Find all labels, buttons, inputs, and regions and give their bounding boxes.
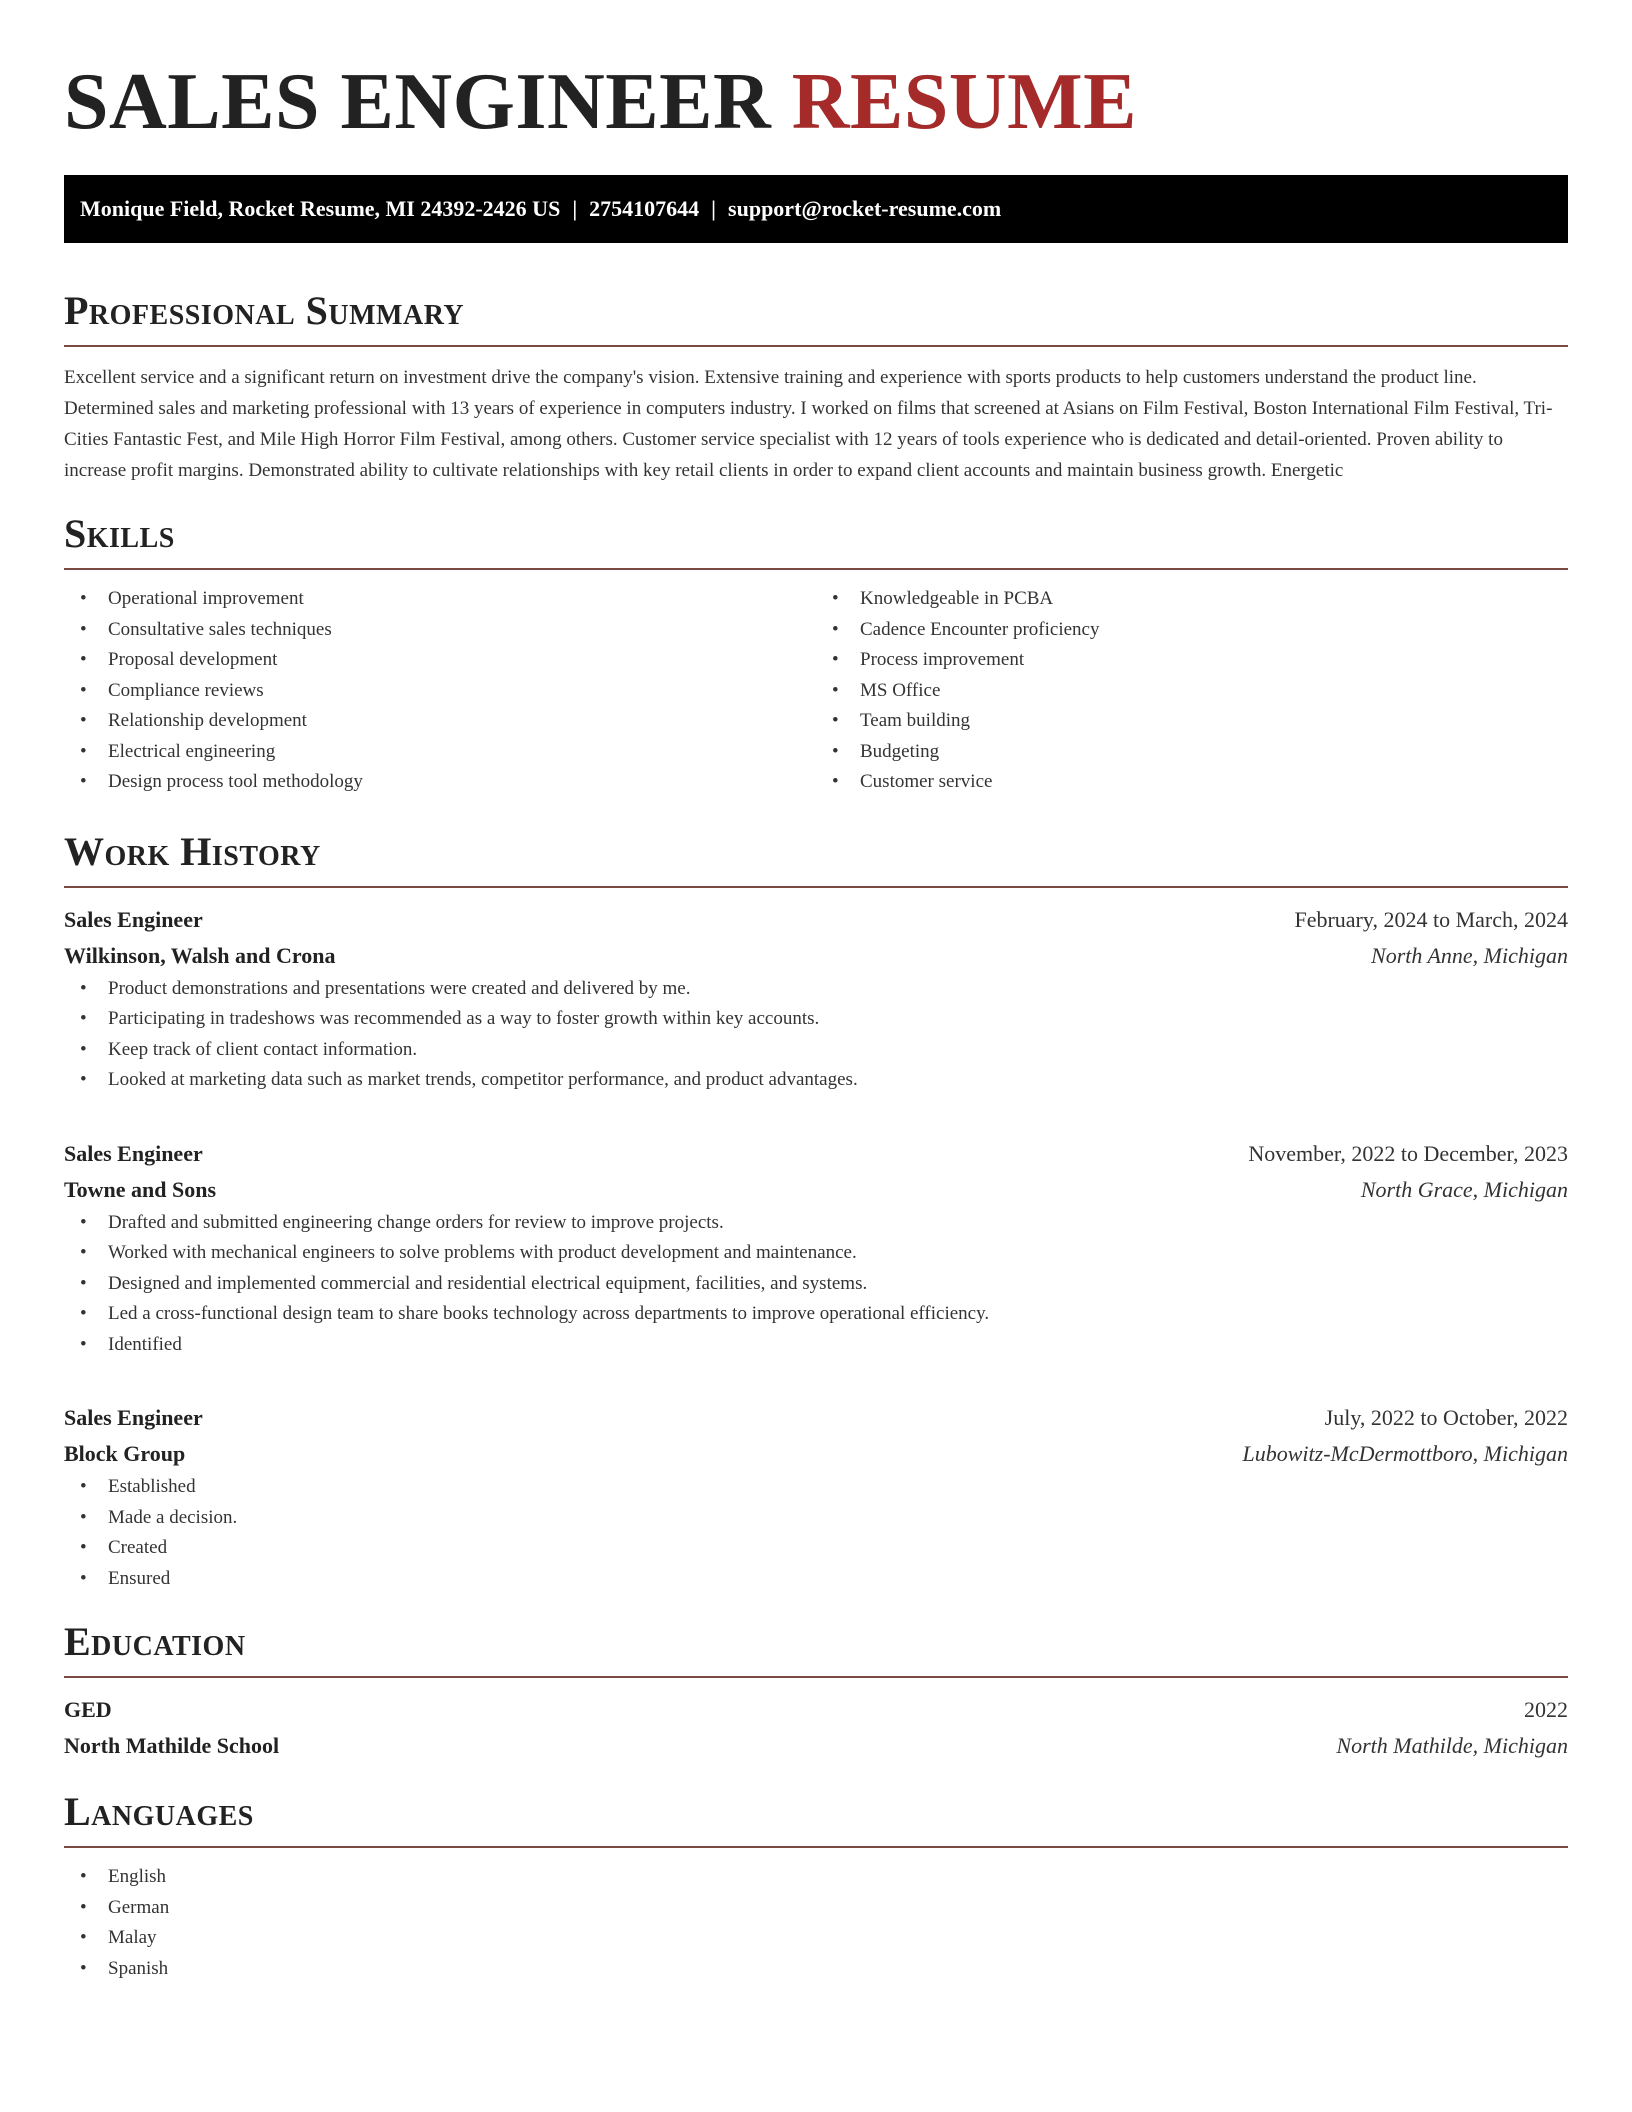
skills-column-right [816,584,1568,798]
job-duties-list [64,1208,1568,1361]
skills-grid [64,584,1568,798]
language-item: • German [64,1893,1568,1924]
skill-item: • MS Office [816,676,1568,707]
skill-item: • Knowledgeable in PCBA [816,584,1568,615]
job-duty: • Drafted and submitted engineering change orders for review to improve projects. [64,1208,1568,1239]
contact-separator: | [711,196,717,221]
job-dates: February, 2024 to March, 2024 [1294,906,1568,932]
languages-heading: Languages [64,1789,254,1834]
skill-item: • Cadence Encounter proficiency [816,615,1568,646]
job-header-row [64,902,1568,938]
job-company-row [64,938,1568,974]
title-main: SALES ENGINEER [64,58,772,146]
job-header-row [64,1136,1568,1172]
contact-bar [64,175,1568,243]
education-school: North Mathilde School [64,1733,280,1758]
job-company: Towne and Sons [64,1176,217,1202]
work-history-heading: Work History [64,828,321,874]
section-divider [64,886,1568,888]
job-duty: • Designed and implemented commercial and residential electrical equipment, facilities, and systems. [64,1269,1568,1300]
skill-item: • Consultative sales techniques [64,615,816,646]
contact-separator: | [572,196,578,221]
job-duty: • Looked at marketing data such as market trends, competitor performance, and product advantages. [64,1065,1568,1096]
job-entry [64,902,1568,1096]
contact-address: Monique Field, Rocket Resume, MI 24392-2426 US [80,196,561,221]
summary-text: Excellent service and a significant return on investment drive the company's vision. Extensive training and experience with sports products to help customers understand the product line. Determined sales and marketing professional with 13 years of experience in computers industry. I worked on films that screened at Asians on Film Festival, Boston International Film Festival, Tri-Cities Fantastic Fest, and Mile High Horror Film Festival, among others. Customer service specialist with 12 years of tools experience who is dedicated and detail-oriented. Proven ability to increase profit margins. Demonstrated ability to cultivate relationships with key retail clients in order to expand client accounts and maintain business growth. Energetic [64,367,1553,481]
education-location: North Mathilde, Michigan [1336,1733,1568,1758]
education-degree-row [64,1692,1568,1728]
job-dates: November, 2022 to December, 2023 [1248,1140,1568,1166]
skill-item: • Process improvement [816,645,1568,676]
skill-item: • Proposal development [64,645,816,676]
skills-section [64,510,1568,798]
skills-column-left [64,584,816,798]
education-heading: Education [64,1619,246,1664]
summary-heading: Professional Summary [64,288,465,333]
skill-item: • Team building [816,706,1568,737]
job-duty: • Identified [64,1330,1568,1361]
job-location: North Anne, Michigan [1371,942,1568,968]
skills-heading: Skills [64,511,175,556]
job-entry [64,1400,1568,1594]
job-header-row [64,1400,1568,1436]
language-item: • Malay [64,1923,1568,1954]
languages-list [64,1862,1568,1984]
skill-item: • Electrical engineering [64,737,816,768]
skills-list-right [816,584,1568,798]
section-divider [64,345,1568,347]
job-duty: • Led a cross-functional design team to share books technology across departments to improve operational efficiency. [64,1299,1568,1330]
job-title: Sales Engineer [64,1140,203,1166]
job-entry [64,1136,1568,1361]
skills-list-left [64,584,816,798]
skill-item: • Budgeting [816,737,1568,768]
section-divider [64,1676,1568,1678]
language-item: • English [64,1862,1568,1893]
job-duty: • Ensured [64,1564,1568,1595]
job-company: Wilkinson, Walsh and Crona [64,942,336,968]
resume-title [64,52,1568,152]
contact-phone[interactable]: 2754107644 [589,196,700,221]
section-divider [64,1846,1568,1848]
job-duties-list [64,974,1568,1096]
job-duty: • Keep track of client contact information. [64,1035,1568,1066]
job-duty: • Created [64,1533,1568,1564]
title-accent: RESUME [791,58,1137,146]
skill-item: • Compliance reviews [64,676,816,707]
job-title: Sales Engineer [64,906,203,932]
job-duty: • Established [64,1472,1568,1503]
job-location: North Grace, Michigan [1360,1176,1568,1202]
work-history-section [64,828,1568,1595]
job-duty: • Made a decision. [64,1503,1568,1534]
job-company: Block Group [64,1441,186,1466]
job-duty: • Product demonstrations and presentations were created and delivered by me. [64,974,1568,1005]
skill-item: • Customer service [816,767,1568,798]
language-item: • Spanish [64,1954,1568,1985]
education-degree: GED [64,1697,112,1722]
education-school-row [64,1728,1568,1764]
job-company-row [64,1172,1568,1208]
education-entry [64,1692,1568,1764]
skill-item: • Design process tool methodology [64,767,816,798]
skill-item: • Operational improvement [64,584,816,615]
contact-email[interactable]: support@rocket-resume.com [728,196,1002,221]
education-section [64,1618,1568,1764]
job-company-row [64,1436,1568,1472]
job-duty: • Worked with mechanical engineers to solve problems with product development and maintenance. [64,1238,1568,1269]
job-duty: • Participating in tradeshows was recommended as a way to foster growth within key accounts. [64,1004,1568,1035]
job-location: Lubowitz-McDermottboro, Michigan [1242,1441,1568,1466]
job-dates: July, 2022 to October, 2022 [1324,1405,1568,1430]
languages-section [64,1788,1568,1984]
job-duties-list [64,1472,1568,1594]
skill-item: • Relationship development [64,706,816,737]
education-year: 2022 [1524,1697,1568,1722]
section-divider [64,568,1568,570]
summary-section [64,287,1568,486]
job-title: Sales Engineer [64,1405,203,1430]
